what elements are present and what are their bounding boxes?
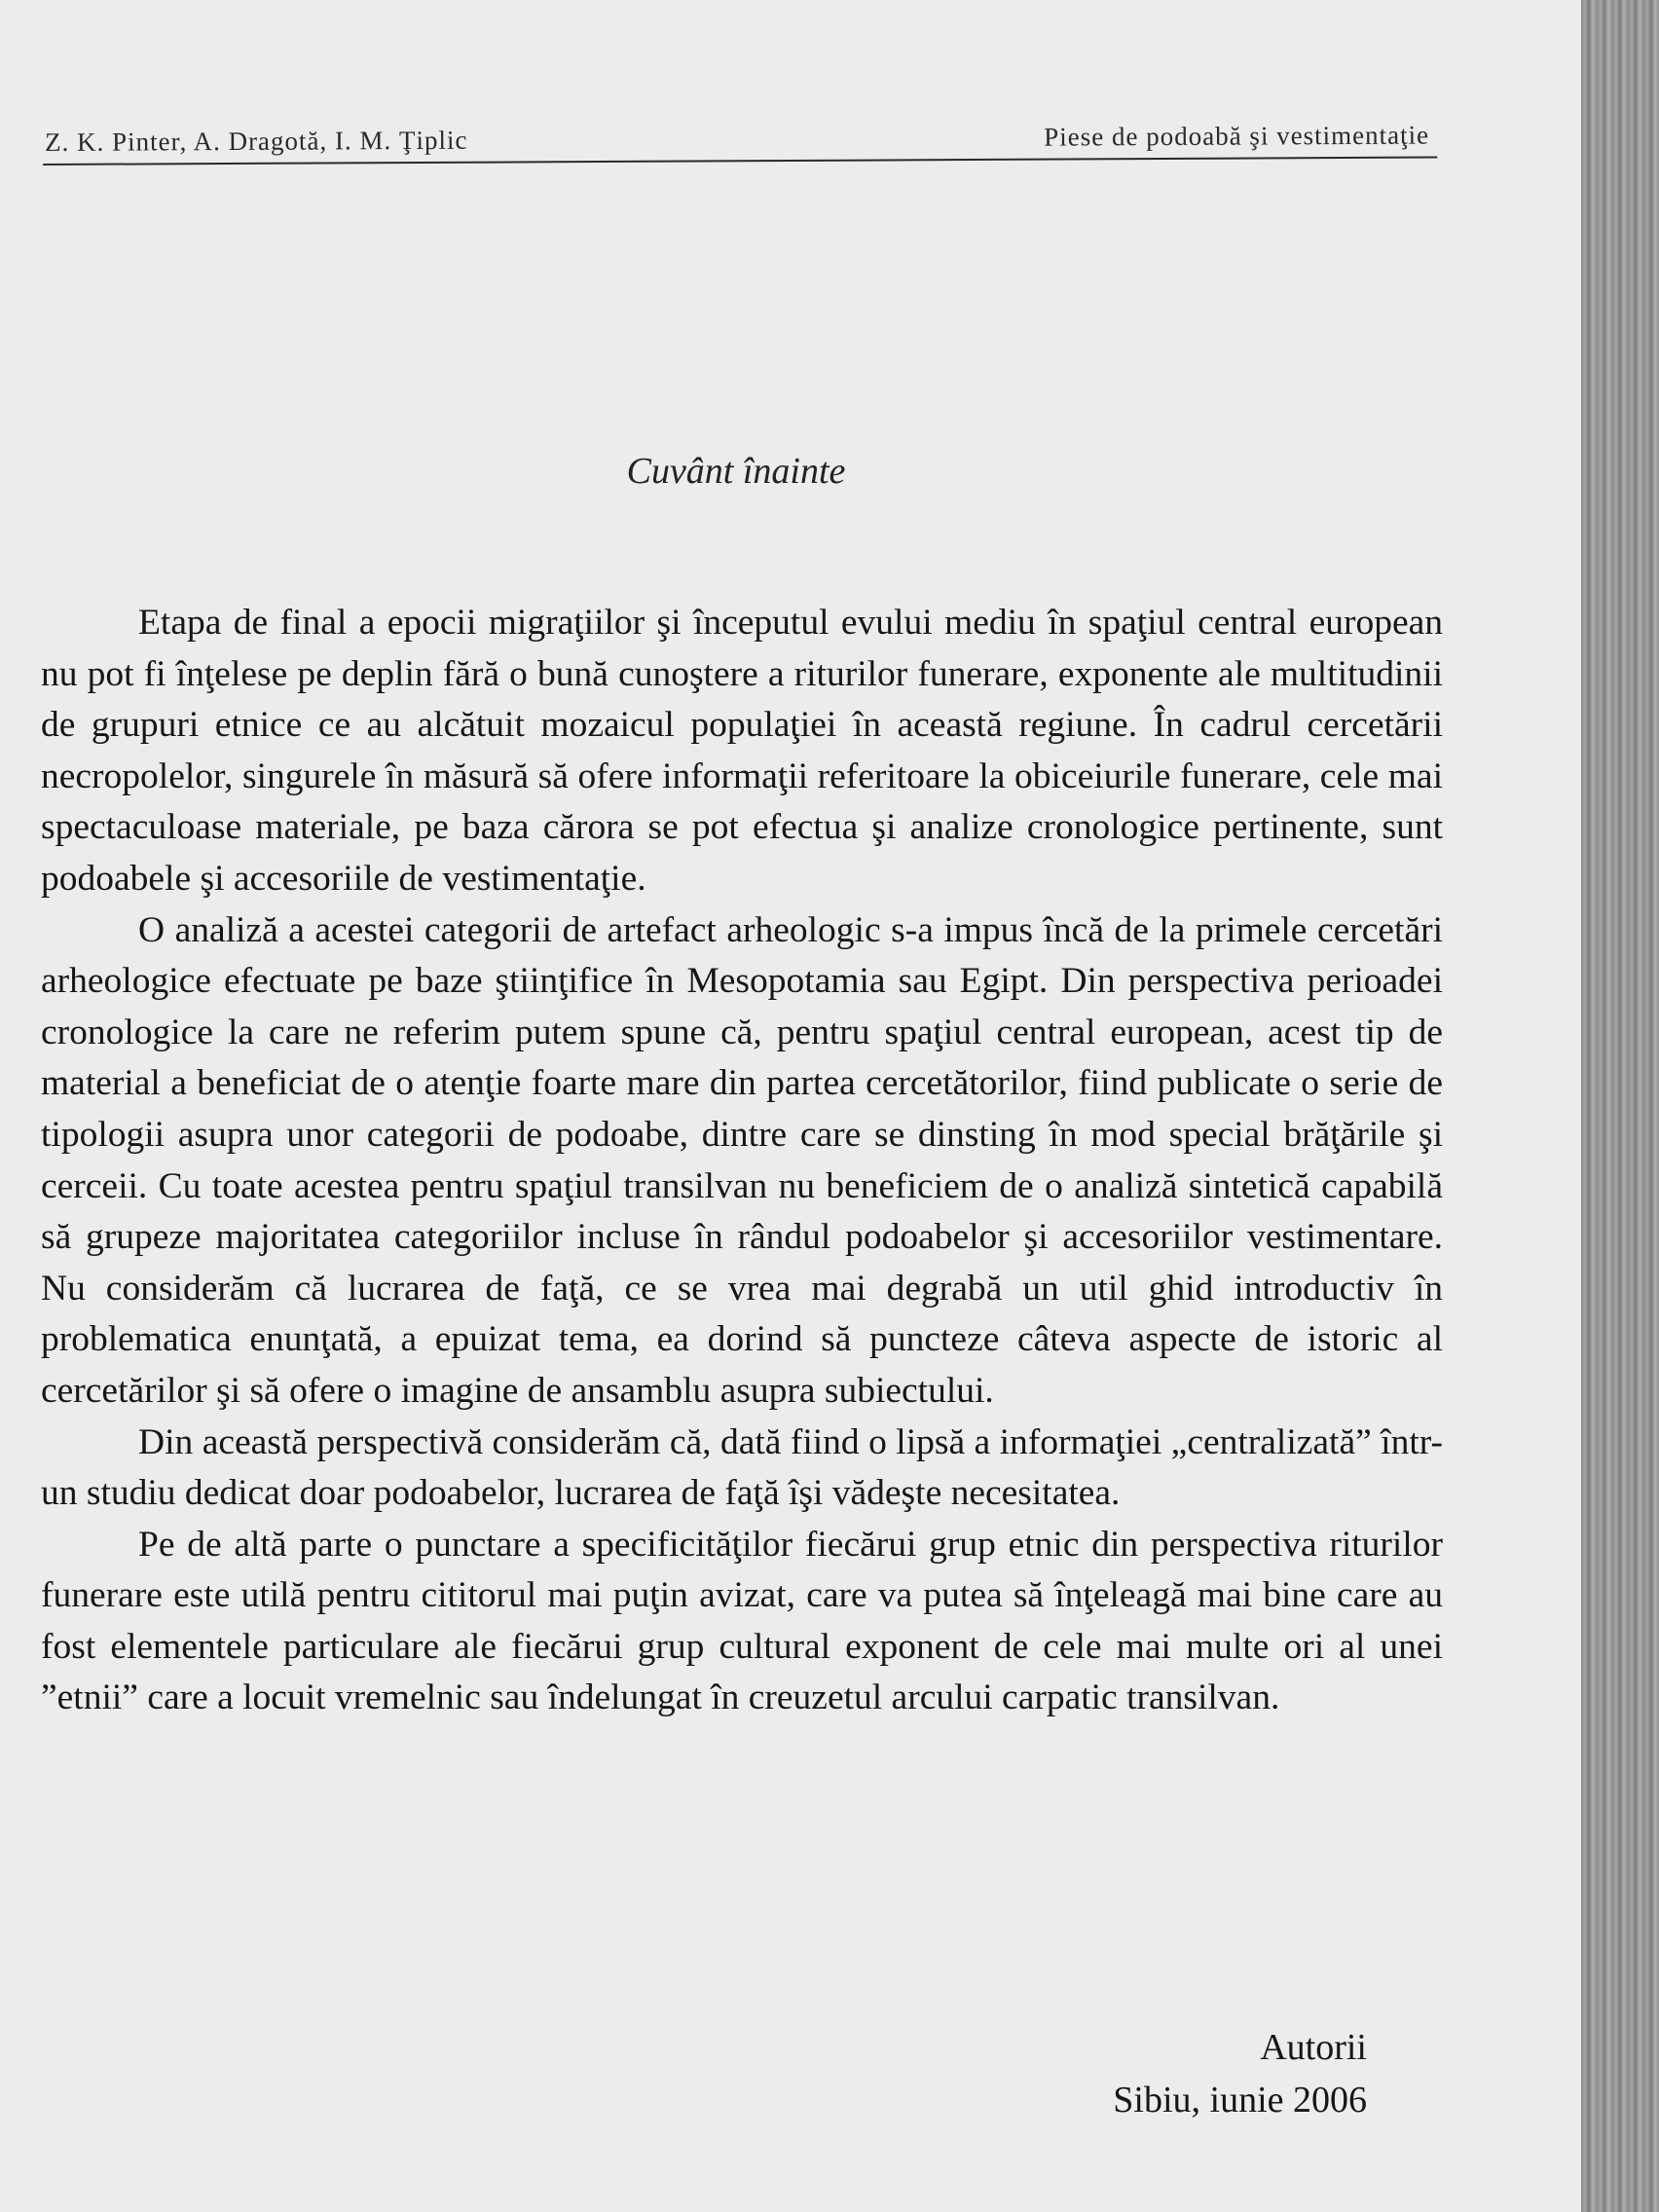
foreword-body [41,598,1443,1724]
paragraph-3: Din această perspectivă considerăm că, dată fiind o lipsă a informaţiei „centralizată” într-un studiu dedicat doar podoabelor, lucrarea de faţă îşi vădeşte necesitatea. [41,1421,1443,1514]
signature-block [1113,2021,1367,2126]
page-stack-edge [1581,0,1659,2212]
signature-name: Autorii [1260,2027,1367,2068]
header-authors: Z. K. Pinter, A. Dragotă, I. M. Ţiplic [45,125,468,157]
signature-place-date: Sibiu, iunie 2006 [1113,2080,1367,2120]
paragraph-4: Pe de altă parte o punctare a specificităţilor fiecărui grup etnic din perspectiva riturilor funerare este utilă pentru cititorul mai puţin avizat, care va putea să înţeleagă mai bine care au fost elementele particulare ale fiecărui grup cultural exponent de cele mai multe ori al unei ”etnii” care a locuit vremelnic sau îndelungat în creuzetul arcului carpatic transilvan. [41,1524,1443,1718]
page-title: Cuvânt înainte [626,451,846,492]
paragraph-2: O analiză a acestei categorii de artefact arheologic s-a impus încă de la primele cercetări arheologice efectuate pe baze ştiinţifice în Mesopotamia sau Egipt. Din perspectiva perioadei cronologice la care ne referim putem spune că, pentru spaţiul central european, acest tip de material a beneficiat de o atenţie foarte mare din partea cercetătorilor, fiind publicate o serie de tipologii asupra unor categorii de podoabe, dintre care se dinsting în mod special brăţările şi cerceii. Cu toate acestea pentru spaţiul transilvan nu beneficiem de o analiză sintetică capabilă să grupeze majoritatea categoriilor incluse în rândul podoabelor şi accesoriilor vestimentare. Nu considerăm că lucrarea de faţă, ce se vrea mai degrabă un util ghid introductiv în problematica enunţată, a epuizat tema, ea dorind să puncteze câteva aspecte de istoric al cercetărilor şi să ofere o imagine de ansamblu asupra subiectului. [41,909,1443,1411]
running-header [43,114,1437,166]
header-book-title: Piese de podoabă şi vestimentaţie [1044,120,1430,152]
paragraph-1: Etapa de final a epocii migraţiilor şi începutul evului mediu în spaţiul central european nu pot fi înţelese pe deplin fără o bună cunoştere a riturilor funerare, exponente ale multitudinii de grupuri etnice ce au alcătuit mozaicul populaţiei în această regiune. În cadrul cercetării necropolelor, singurele în măsură să ofere informaţii referitoare la obiceiurile funerare, cele mai spectaculoase materiale, pe baza cărora se pot efectua şi analize cronologice pertinente, sunt podoabele şi accesoriile de vestimentaţie. [41,603,1443,899]
